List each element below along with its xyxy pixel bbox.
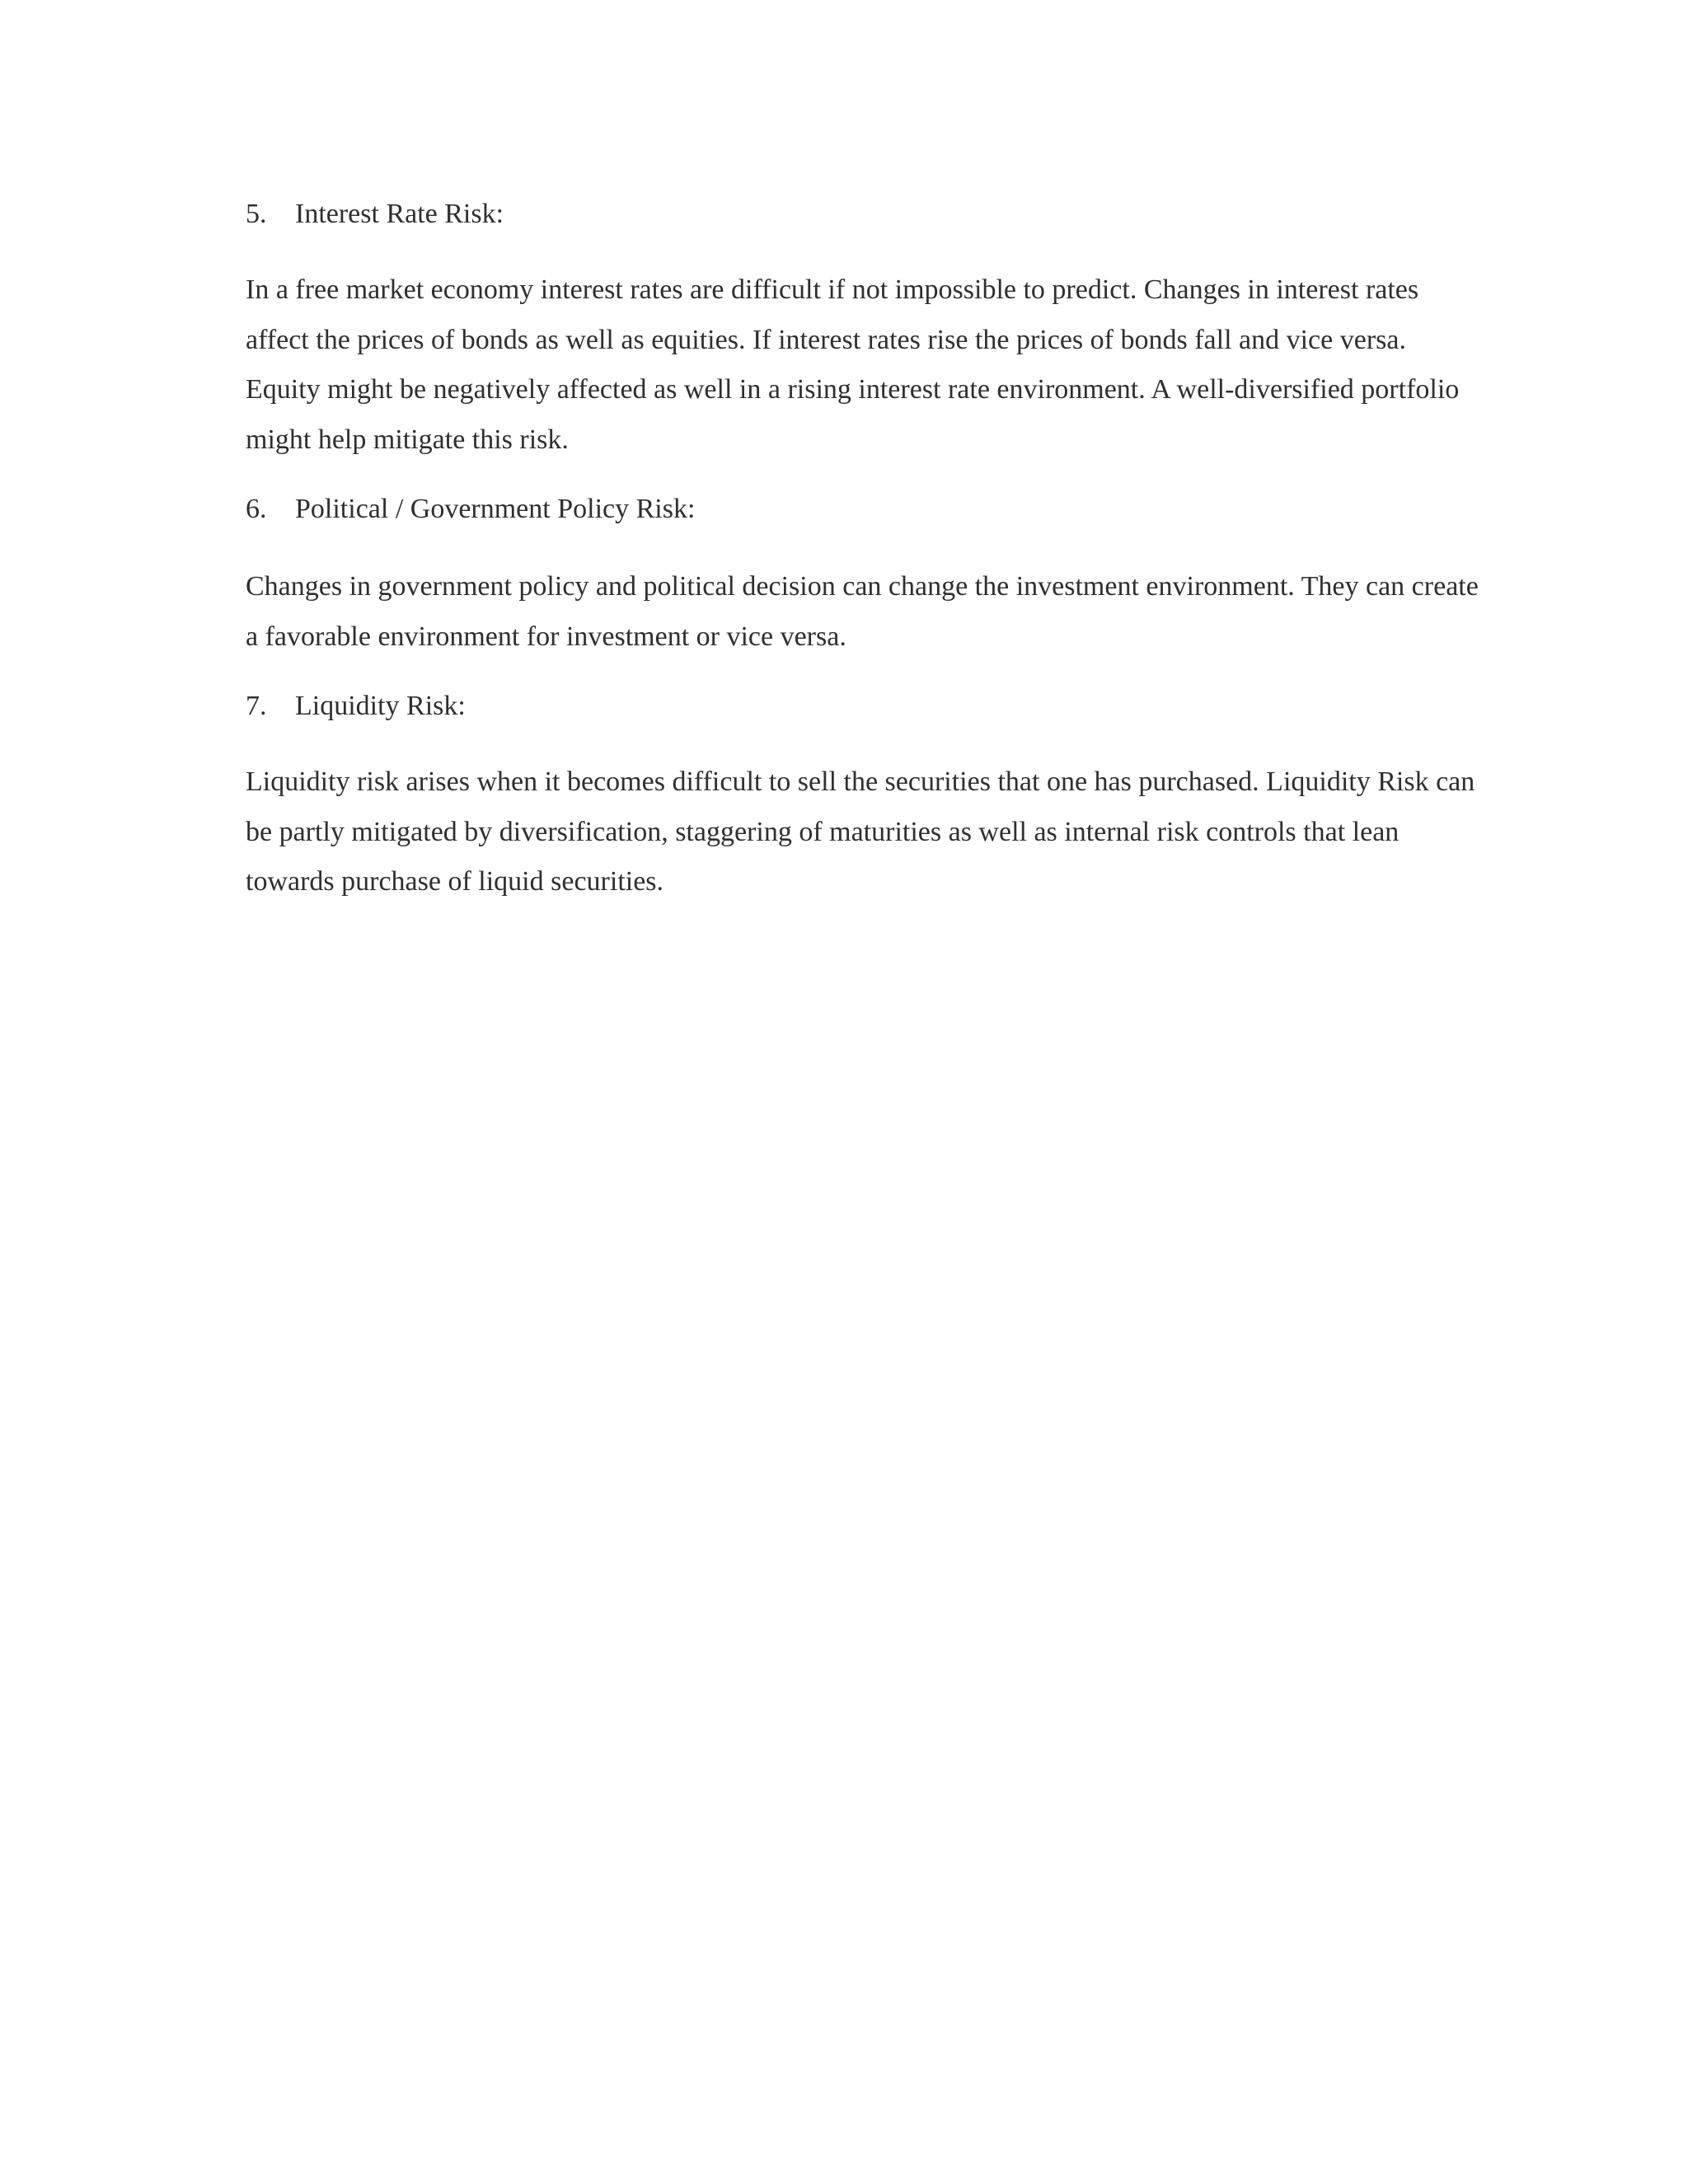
section-heading-interest-rate-risk [246,194,1482,234]
section-body-interest-rate-risk: In a free market economy interest rates are difficult if not impossible to predict. Changes in interest rates affect the prices of bonds as well as equities. If interest rates rise the prices of bonds fall and vice versa. Equity might be negatively affected as well in a rising interest rate environment. A well-diversified portfolio might help mitigate this risk. [246,274,1460,455]
section-title: Liquidity Risk: [295,691,466,721]
section-body-political-risk: Changes in government policy and political decision can change the investment environment. They can create a favorable environment for investment or vice versa. [246,571,1479,652]
page-content [246,194,1482,907]
section-number: 6. [246,494,267,524]
section-number: 5. [246,199,267,229]
section-heading-political-risk [246,490,1482,529]
section-body-liquidity-risk: Liquidity risk arises when it becomes difficult to sell the securities that one has purchased. Liquidity Risk can be partly mitigated by diversification, staggering of maturities as well as internal risk controls that lean towards purchase of liquid securities. [246,766,1475,897]
section-title: Political / Government Policy Risk: [295,494,696,524]
section-number: 7. [246,691,267,721]
section-heading-liquidity-risk [246,687,1482,726]
section-title: Interest Rate Risk: [295,199,504,229]
